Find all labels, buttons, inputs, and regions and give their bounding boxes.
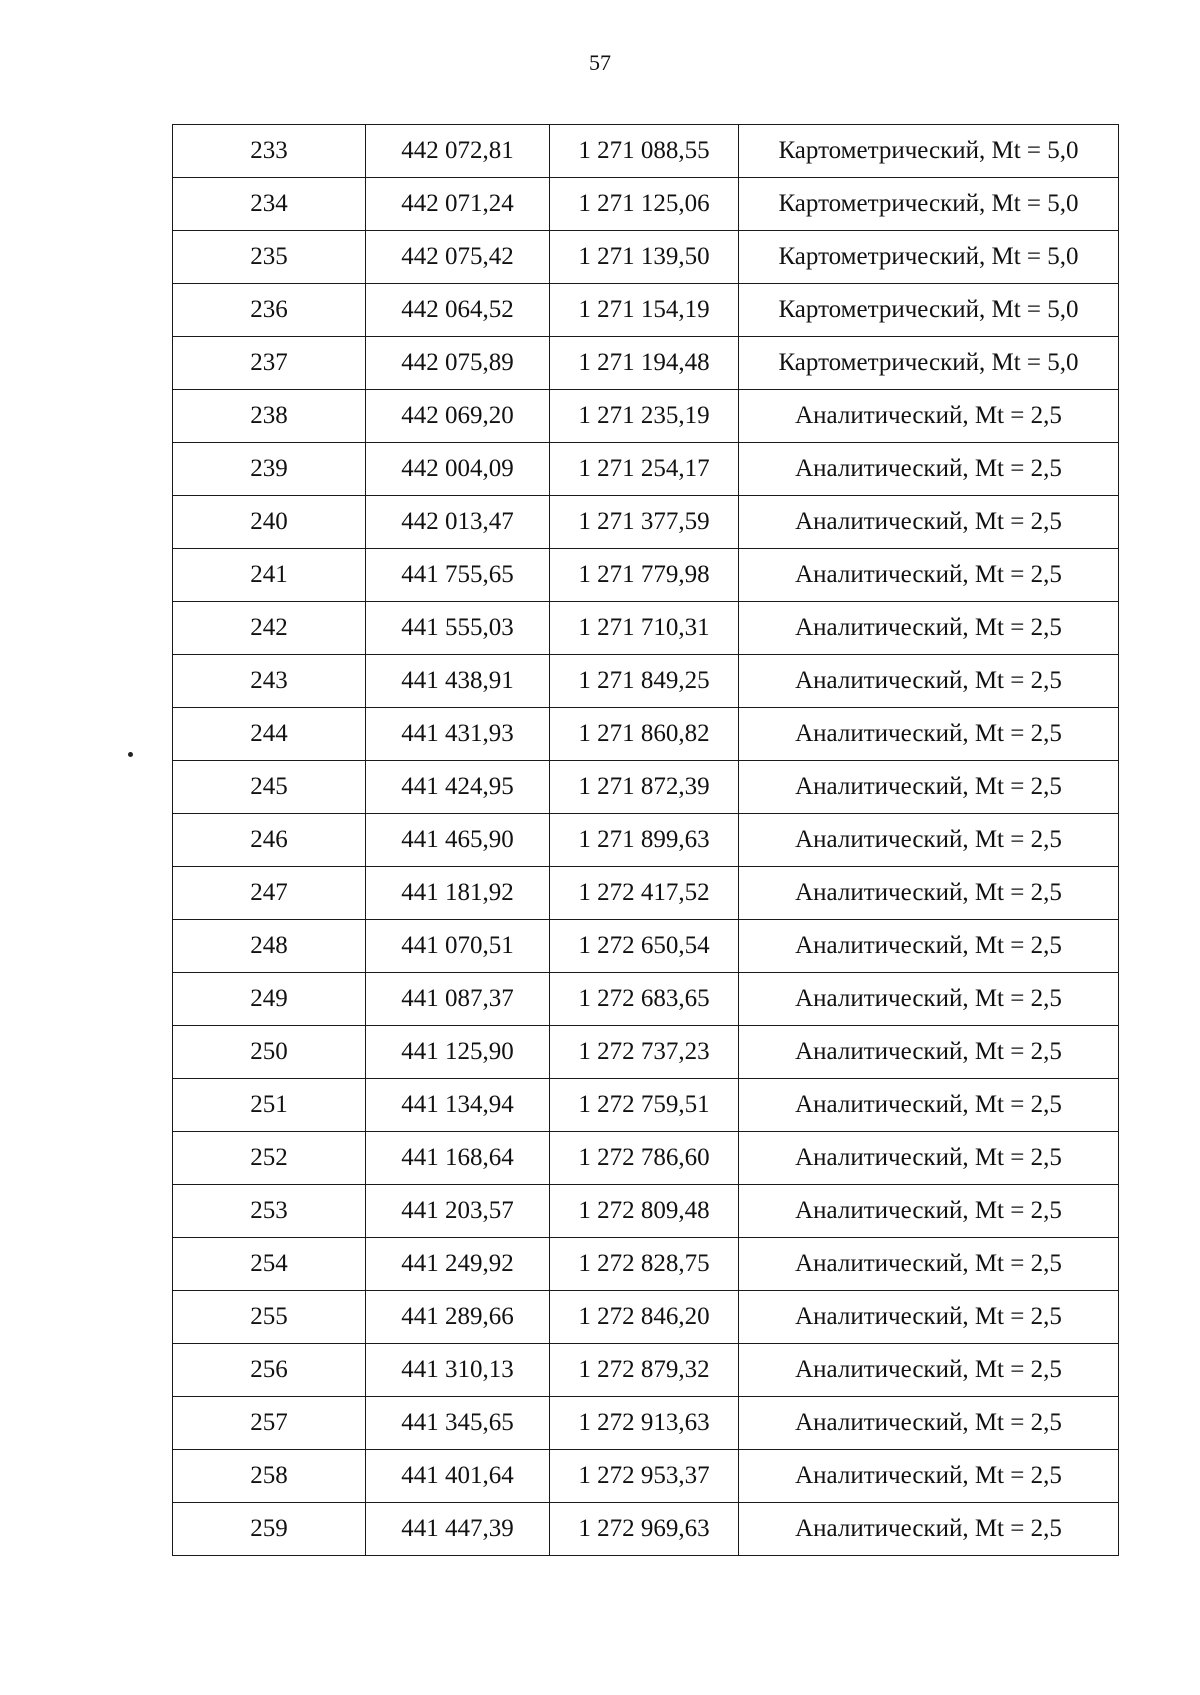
x-coordinate-cell: 441 249,92 [366,1238,550,1291]
point-number-cell: 259 [173,1503,366,1556]
table-row [173,1026,1119,1079]
y-coordinate-cell: 1 272 913,63 [550,1397,739,1450]
point-number-cell: 254 [173,1238,366,1291]
x-coordinate-cell: 441 465,90 [366,814,550,867]
table-row [173,708,1119,761]
y-coordinate-cell: 1 271 779,98 [550,549,739,602]
y-coordinate-cell: 1 272 786,60 [550,1132,739,1185]
table-row [173,1291,1119,1344]
y-coordinate-cell: 1 272 737,23 [550,1026,739,1079]
method-cell: Аналитический, Mt = 2,5 [739,1291,1119,1344]
y-coordinate-cell: 1 271 088,55 [550,125,739,178]
point-number-cell: 240 [173,496,366,549]
table-row [173,1185,1119,1238]
table-row [173,125,1119,178]
y-coordinate-cell: 1 271 849,25 [550,655,739,708]
point-number-cell: 251 [173,1079,366,1132]
point-number-cell: 250 [173,1026,366,1079]
table-row [173,549,1119,602]
y-coordinate-cell: 1 272 650,54 [550,920,739,973]
y-coordinate-cell: 1 272 683,65 [550,973,739,1026]
y-coordinate-cell: 1 271 899,63 [550,814,739,867]
y-coordinate-cell: 1 271 235,19 [550,390,739,443]
table-row [173,443,1119,496]
coordinates-table [172,124,1119,1556]
point-number-cell: 258 [173,1450,366,1503]
method-cell: Аналитический, Mt = 2,5 [739,1185,1119,1238]
point-number-cell: 256 [173,1344,366,1397]
point-number-cell: 257 [173,1397,366,1450]
point-number-cell: 241 [173,549,366,602]
point-number-cell: 249 [173,973,366,1026]
method-cell: Картометрический, Mt = 5,0 [739,178,1119,231]
method-cell: Аналитический, Mt = 2,5 [739,814,1119,867]
x-coordinate-cell: 441 424,95 [366,761,550,814]
x-coordinate-cell: 441 125,90 [366,1026,550,1079]
point-number-cell: 233 [173,125,366,178]
method-cell: Аналитический, Mt = 2,5 [739,708,1119,761]
x-coordinate-cell: 442 013,47 [366,496,550,549]
table-row [173,337,1119,390]
table-row [173,761,1119,814]
y-coordinate-cell: 1 272 953,37 [550,1450,739,1503]
table-row [173,1397,1119,1450]
table-row [173,178,1119,231]
x-coordinate-cell: 441 087,37 [366,973,550,1026]
y-coordinate-cell: 1 271 872,39 [550,761,739,814]
y-coordinate-cell: 1 271 125,06 [550,178,739,231]
table-row [173,973,1119,1026]
point-number-cell: 255 [173,1291,366,1344]
table-row [173,1079,1119,1132]
method-cell: Аналитический, Mt = 2,5 [739,1132,1119,1185]
method-cell: Аналитический, Mt = 2,5 [739,920,1119,973]
point-number-cell: 237 [173,337,366,390]
x-coordinate-cell: 441 755,65 [366,549,550,602]
y-coordinate-cell: 1 271 254,17 [550,443,739,496]
method-cell: Аналитический, Mt = 2,5 [739,1503,1119,1556]
y-coordinate-cell: 1 271 710,31 [550,602,739,655]
y-coordinate-cell: 1 271 139,50 [550,231,739,284]
page-number: 57 [589,50,611,75]
point-number-cell: 252 [173,1132,366,1185]
x-coordinate-cell: 441 134,94 [366,1079,550,1132]
method-cell: Аналитический, Mt = 2,5 [739,1450,1119,1503]
x-coordinate-cell: 441 203,57 [366,1185,550,1238]
table-row [173,655,1119,708]
table-row [173,867,1119,920]
y-coordinate-cell: 1 272 879,32 [550,1344,739,1397]
method-cell: Аналитический, Mt = 2,5 [739,867,1119,920]
x-coordinate-cell: 441 438,91 [366,655,550,708]
scan-speck [128,752,133,757]
x-coordinate-cell: 441 289,66 [366,1291,550,1344]
point-number-cell: 245 [173,761,366,814]
method-cell: Аналитический, Mt = 2,5 [739,549,1119,602]
method-cell: Аналитический, Mt = 2,5 [739,1344,1119,1397]
point-number-cell: 246 [173,814,366,867]
table-row [173,920,1119,973]
y-coordinate-cell: 1 271 194,48 [550,337,739,390]
method-cell: Аналитический, Mt = 2,5 [739,1238,1119,1291]
table-row [173,231,1119,284]
x-coordinate-cell: 441 447,39 [366,1503,550,1556]
point-number-cell: 239 [173,443,366,496]
x-coordinate-cell: 442 072,81 [366,125,550,178]
table-row [173,1132,1119,1185]
y-coordinate-cell: 1 272 969,63 [550,1503,739,1556]
method-cell: Картометрический, Mt = 5,0 [739,125,1119,178]
point-number-cell: 234 [173,178,366,231]
x-coordinate-cell: 442 004,09 [366,443,550,496]
method-cell: Аналитический, Mt = 2,5 [739,655,1119,708]
method-cell: Картометрический, Mt = 5,0 [739,284,1119,337]
x-coordinate-cell: 442 075,89 [366,337,550,390]
x-coordinate-cell: 441 181,92 [366,867,550,920]
x-coordinate-cell: 441 070,51 [366,920,550,973]
y-coordinate-cell: 1 271 377,59 [550,496,739,549]
y-coordinate-cell: 1 272 417,52 [550,867,739,920]
table-row [173,1450,1119,1503]
x-coordinate-cell: 441 401,64 [366,1450,550,1503]
point-number-cell: 235 [173,231,366,284]
x-coordinate-cell: 441 168,64 [366,1132,550,1185]
point-number-cell: 253 [173,1185,366,1238]
x-coordinate-cell: 441 310,13 [366,1344,550,1397]
x-coordinate-cell: 441 345,65 [366,1397,550,1450]
table-row [173,390,1119,443]
table-row [173,496,1119,549]
y-coordinate-cell: 1 272 759,51 [550,1079,739,1132]
method-cell: Аналитический, Mt = 2,5 [739,390,1119,443]
y-coordinate-cell: 1 272 828,75 [550,1238,739,1291]
method-cell: Аналитический, Mt = 2,5 [739,443,1119,496]
method-cell: Аналитический, Mt = 2,5 [739,1079,1119,1132]
y-coordinate-cell: 1 272 846,20 [550,1291,739,1344]
x-coordinate-cell: 442 075,42 [366,231,550,284]
x-coordinate-cell: 441 555,03 [366,602,550,655]
method-cell: Аналитический, Mt = 2,5 [739,1026,1119,1079]
method-cell: Картометрический, Mt = 5,0 [739,337,1119,390]
y-coordinate-cell: 1 272 809,48 [550,1185,739,1238]
method-cell: Аналитический, Mt = 2,5 [739,602,1119,655]
table-row [173,1503,1119,1556]
y-coordinate-cell: 1 271 860,82 [550,708,739,761]
point-number-cell: 236 [173,284,366,337]
method-cell: Аналитический, Mt = 2,5 [739,1397,1119,1450]
table-row [173,814,1119,867]
method-cell: Аналитический, Mt = 2,5 [739,496,1119,549]
table-body [173,125,1119,1556]
x-coordinate-cell: 442 064,52 [366,284,550,337]
point-number-cell: 247 [173,867,366,920]
point-number-cell: 238 [173,390,366,443]
y-coordinate-cell: 1 271 154,19 [550,284,739,337]
x-coordinate-cell: 442 069,20 [366,390,550,443]
method-cell: Аналитический, Mt = 2,5 [739,761,1119,814]
point-number-cell: 248 [173,920,366,973]
method-cell: Аналитический, Mt = 2,5 [739,973,1119,1026]
point-number-cell: 244 [173,708,366,761]
table-row [173,1344,1119,1397]
table-row [173,284,1119,337]
table-row [173,602,1119,655]
point-number-cell: 242 [173,602,366,655]
x-coordinate-cell: 441 431,93 [366,708,550,761]
point-number-cell: 243 [173,655,366,708]
x-coordinate-cell: 442 071,24 [366,178,550,231]
method-cell: Картометрический, Mt = 5,0 [739,231,1119,284]
table-row [173,1238,1119,1291]
